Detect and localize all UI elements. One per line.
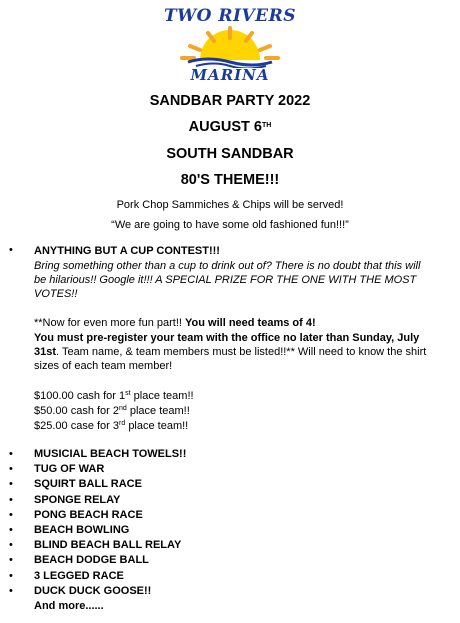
list-item: • PONG BEACH RACE <box>9 508 143 521</box>
register-line2: 31st. Team name, & team members must be listed!!** Will need to know the shirt <box>34 346 427 358</box>
marina-logo <box>150 6 310 86</box>
sun-icon <box>178 26 282 68</box>
bullet-icon: • <box>9 554 13 567</box>
contest-desc-line2: be hilarious!! Google it!!! A SPECIAL PRIZE FOR THE ONE WITH THE MOST <box>34 274 417 286</box>
logo-title-top: TWO RIVERS <box>163 6 297 26</box>
prize-third: $25.00 case for 3rd place team!! <box>34 420 189 432</box>
food-note: Pork Chop Sammiches & Chips will be served! <box>116 199 344 211</box>
bullet-icon: • <box>9 463 13 476</box>
list-item: • SQUIRT BALL RACE <box>9 478 142 491</box>
prize-second: $50.00 cash for 2nd place team!! <box>34 405 190 417</box>
prize-first: $100.00 cash for 1st place team!! <box>34 390 194 402</box>
teams-note: **Now for even more fun part!! You will need teams of 4! <box>34 317 316 329</box>
bullet-icon: • <box>9 478 13 491</box>
list-item-more: And more...... <box>34 599 104 612</box>
contest-desc-line1: Bring something other than a cup to drink out of? There is no doubt that this will <box>34 260 421 272</box>
list-item: • BEACH BOWLING <box>9 523 130 536</box>
register-line1: You must pre-register your team with the office no later than Sunday, July <box>34 332 420 344</box>
event-title: SANDBAR PARTY 2022 <box>149 93 311 109</box>
event-location: SOUTH SANDBAR <box>166 146 294 162</box>
contest-desc-line3: VOTES!! <box>34 288 78 300</box>
list-item: • 3 LEGGED RACE <box>9 569 124 582</box>
list-item: • TUG OF WAR <box>9 463 105 476</box>
list-item: • BLIND BEACH BALL RELAY <box>9 539 182 552</box>
bullet-icon: • <box>9 584 13 597</box>
list-item: • DUCK DUCK GOOSE!! <box>9 584 152 597</box>
bullet-icon: • <box>9 523 13 536</box>
list-item: • SPONGE RELAY <box>9 493 121 506</box>
list-item: • MUSICIAL BEACH TOWELS!! <box>9 448 187 460</box>
register-line3: sizes of each team member! <box>34 360 173 372</box>
bullet-icon: • <box>9 508 13 521</box>
bullet-icon: • <box>9 569 13 582</box>
fun-quote: “We are going to have some old fashioned fun!!!” <box>111 219 349 231</box>
event-list <box>0 448 460 615</box>
event-date: AUGUST 6TH <box>188 119 272 135</box>
list-item: • BEACH DODGE BALL <box>9 554 149 567</box>
bullet-icon: • <box>9 539 13 552</box>
contest-title: ANYTHING BUT A CUP CONTEST!!! <box>34 245 220 257</box>
bullet-icon: • <box>9 244 13 256</box>
logo-title-bottom: MARINA <box>190 66 270 84</box>
bullet-icon: • <box>9 448 13 460</box>
event-theme: 80'S THEME!!! <box>180 172 280 188</box>
bullet-icon: • <box>9 493 13 506</box>
